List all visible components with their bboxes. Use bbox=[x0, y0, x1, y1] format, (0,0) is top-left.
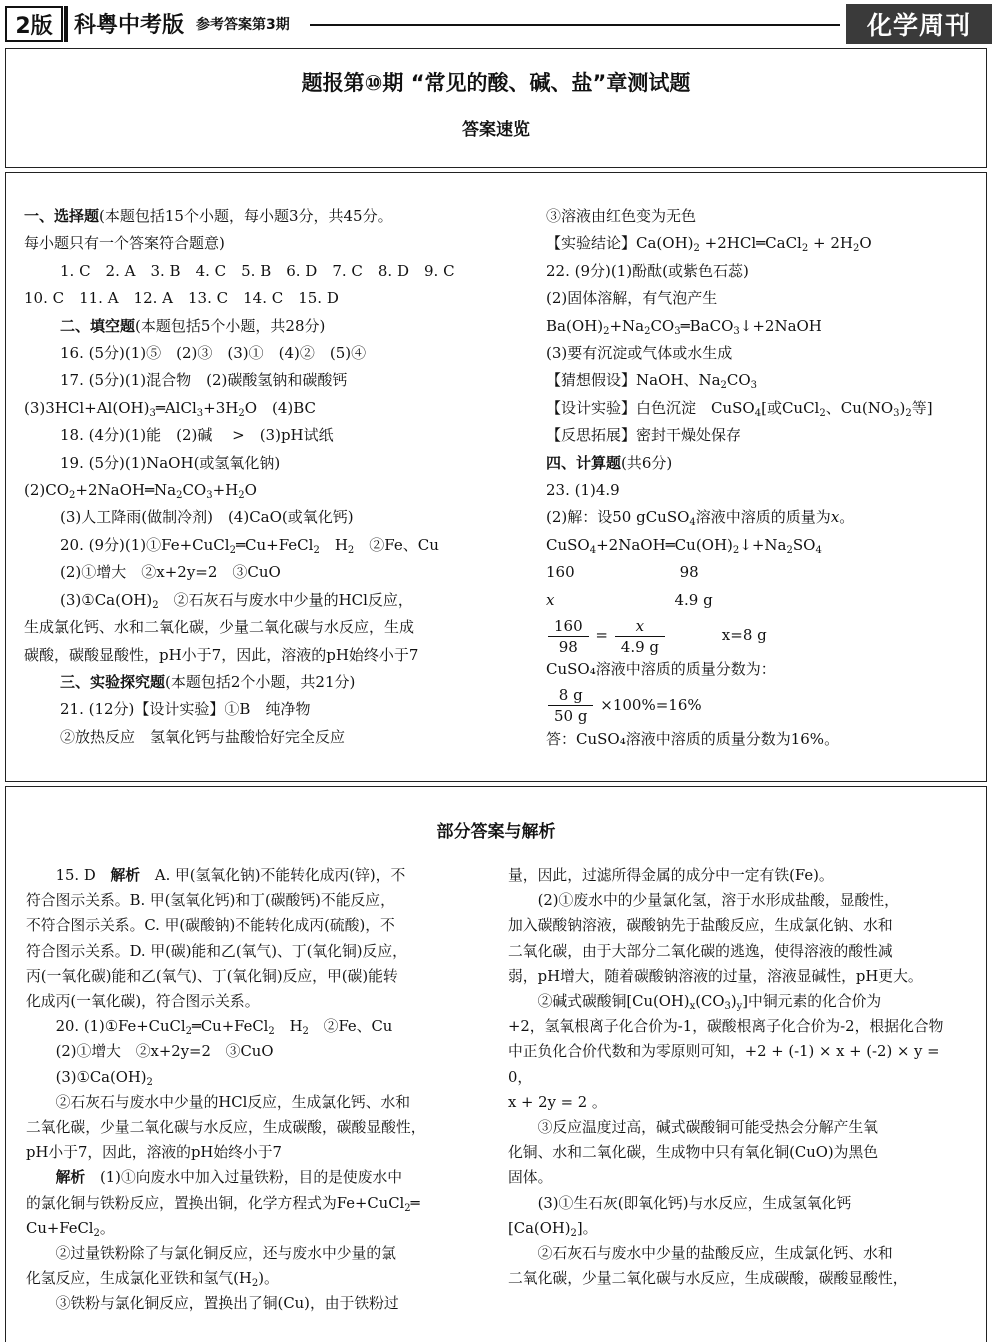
answer-line: $CuSO_4+2NaOH═Cu(OH)_2↓+Na_2SO_4$ bbox=[546, 535, 822, 556]
fraction-2-numerator: x bbox=[615, 616, 665, 637]
explanation-line: ②石灰石与废水中少量的HCl反应，生成氯化钙、水和 bbox=[55, 1093, 411, 1111]
explanation-line: ③铁粉与氯化铜反应，置换出了铜(Cu)，由于铁粉过 bbox=[55, 1295, 399, 1313]
explanation-line: 15. D 解析 A. 甲(氢氧化钠)不能转化成丙(锌)，不 bbox=[55, 867, 406, 884]
answer-line: 生成氯化钙、水和二氧化碳，少量二氧化碳与水反应，生成 bbox=[24, 618, 415, 637]
edition-label: 2版 bbox=[5, 6, 63, 42]
explanation-line: ③反应温度过高，碱式碳酸铜可能受热会分解产生氧 bbox=[537, 1119, 878, 1137]
answer-line: 【猜想假设】NaOH、$Na_2CO_3$ bbox=[546, 371, 758, 392]
answer-line: (3)人工降雨(做制冷剂) (4)CaO(或氧化钙) bbox=[60, 508, 354, 527]
answer-line: 20. (9分)(1)①Fe+CuCl$_2$═Cu+FeCl$_2$ $H_2$ ②Fe、Cu bbox=[60, 535, 439, 556]
explanation-line: x + 2y = 2 。 bbox=[508, 1093, 607, 1111]
explanation-line: 弱，pH增大，随着碳酸钠溶液的过量，溶液显碱性，pH更大。 bbox=[508, 967, 923, 985]
answer-line: $(3)①Ca(OH)_2$ ②石灰石与废水中少量的HCl反应， bbox=[60, 590, 413, 611]
answer-line: (2)固体溶解，有气泡产生 bbox=[546, 289, 718, 308]
answer-line: 【设计实验】白色沉淀 CuSO$_4$[或CuCl$_2$、$Cu(NO_3)_2$等] bbox=[546, 398, 933, 419]
explanation-line: (3)①生石灰(即氧化钙)与水反应，生成氢氧化钙 bbox=[537, 1194, 852, 1212]
answer-line: (2)①增大 ②x+2y=2 ③CuO bbox=[60, 563, 281, 582]
percent-result: ×100%=16% bbox=[600, 695, 702, 714]
fraction-1-numerator: 160 bbox=[548, 616, 589, 637]
fraction-3-denominator: 50 g bbox=[554, 707, 588, 725]
answers-right-column bbox=[546, 203, 976, 753]
explanation-line: 解析 (1)①向废水中加入过量铁粉，目的是使废水中 bbox=[55, 1169, 403, 1187]
explanation-line: ②石灰石与废水中少量的盐酸反应，生成氯化钙、水和 bbox=[537, 1245, 893, 1263]
section-heading: 三、实验探究题 bbox=[60, 672, 166, 691]
section-heading: 一、选择题 bbox=[24, 207, 100, 225]
answer-line: 16. (5分)(1)⑤ (2)③ (3)① (4)② (5)④ bbox=[60, 344, 367, 363]
answers-box bbox=[5, 172, 987, 782]
page-title: 题报第⑩期 “常见的酸、碱、盐”章测试题 bbox=[301, 71, 691, 95]
section-heading-note: (本题包括2个小题，共21分) bbox=[165, 672, 356, 691]
answer-line bbox=[24, 669, 504, 696]
answers-left-column bbox=[24, 203, 504, 751]
answer-line: 18. (4分)(1)能 (2)碱 > (3)pH试纸 bbox=[60, 426, 334, 445]
header-divider bbox=[64, 6, 68, 42]
final-answer: 答：CuSO₄溶液中溶质的质量分数为16%。 bbox=[546, 729, 840, 748]
explanation-line: 化氢反应，生成氯化亚铁和氢气$(H_2)$。 bbox=[26, 1270, 279, 1290]
explanation-line: 中正负化合价代数和为零原则可知，+2 + (-1) × x + (-2) × y = bbox=[508, 1043, 940, 1061]
explanation-line: 不符合图示关系。C. 甲(碳酸钠)不能转化成丙(硫酸)，不 bbox=[26, 917, 395, 935]
explanation-line: 二氧化碳，少量二氧化碳与水反应，生成碳酸，碳酸显酸性， bbox=[508, 1270, 908, 1288]
section-title-quick-answers: 答案速览 bbox=[462, 120, 530, 140]
explanation-line: (2)①增大 ②x+2y=2 ③CuO bbox=[55, 1043, 274, 1061]
explanation-line: 化成丙(一氧化碳)，符合图示关系。 bbox=[26, 993, 260, 1011]
explanation-line: ②碱式碳酸铜$[Cu(OH)_x(CO_3)_y]$中铜元素的化合价为 bbox=[537, 993, 882, 1013]
fraction-3 bbox=[548, 685, 593, 726]
answer-line: (3)要有沉淀或气体或水生成 bbox=[546, 344, 733, 363]
fraction-1 bbox=[548, 616, 589, 657]
mass-fraction-line: CuSO₄溶液中溶质的质量分数为： bbox=[546, 660, 776, 679]
answer-line: ②放热反应 氢氧化钙与盐酸恰好完全反应 bbox=[60, 727, 346, 746]
answer-line bbox=[24, 313, 504, 340]
explanation-line: Cu+FeCl$_2$。 bbox=[26, 1219, 115, 1239]
explanation-right-column bbox=[508, 863, 966, 1291]
explanation-line: 量，因此，过滤所得金属的成分中一定有铁(Fe)。 bbox=[508, 867, 834, 884]
answers-right-lines bbox=[546, 203, 976, 614]
answer-line: $(2)CO_2+2NaOH═Na_2CO_3+H_2O$ bbox=[24, 481, 257, 502]
answer-line: ③溶液由红色变为无色 bbox=[546, 207, 697, 225]
explanation-line: +2，氢氧根离子化合价为-1，碳酸根离子化合价为-2，根据化合物 bbox=[508, 1018, 944, 1036]
answer-line: 23. (1)4.9 bbox=[546, 481, 620, 500]
explanation-line: 20. (1)①Fe+CuCl$_2$═Cu+FeCl$_2$ $H_2$ ②Fe、Cu bbox=[55, 1018, 393, 1038]
brand-label: 化学周刊 bbox=[846, 4, 992, 44]
publication-name: 科粤中考版 bbox=[74, 13, 185, 38]
fraction-2 bbox=[615, 616, 665, 657]
explanation-line: 符合图示关系。D. 甲(碳)能和乙(氧气)、丁(氧化铜)反应， bbox=[26, 942, 407, 960]
answer-line: 19. (5分)(1)NaOH(或氢氧化钠) bbox=[60, 453, 281, 472]
section-heading: 二、填空题 bbox=[60, 316, 136, 335]
answer-line: 17. (5分)(1)混合物 (2)碳酸氢钠和碳酸钙 bbox=[60, 371, 348, 390]
answer-line: 22. (9分)(1)酚酞(或紫色石蕊) bbox=[546, 261, 749, 280]
issue-subtitle: 参考答案第3期 bbox=[196, 17, 290, 33]
page-header bbox=[0, 0, 1000, 46]
explanation-line: 二氧化碳，由于大部分二氧化碳的逃逸，使得溶液的酸性减 bbox=[508, 942, 893, 960]
proportion-equation bbox=[546, 614, 976, 656]
answer-line: 每小题只有一个答案符合题意) bbox=[24, 234, 225, 253]
explanation-box bbox=[5, 786, 987, 1342]
answer-line: 160 98 bbox=[546, 563, 699, 582]
answer-line: 【实验结论】$Ca(OH)_2$ +2HCl═CaCl$_2$ + $2H_2O$ bbox=[546, 234, 872, 255]
equals-sign: = bbox=[595, 626, 608, 645]
explanation-line: 化铜、水和二氧化碳，生成物中只有氧化铜(CuO)为黑色 bbox=[508, 1144, 879, 1162]
explanation-line: 符合图示关系。B. 甲(氢氧化钙)和丁(碳酸钙)不能反应， bbox=[26, 892, 395, 910]
explanation-line: 固体。 bbox=[508, 1169, 553, 1187]
fraction-1-denominator: 98 bbox=[558, 637, 578, 656]
answer-line: 1. C 2. A 3. B 4. C 5. B 6. D 7. C 8. D 9. C bbox=[60, 261, 455, 280]
explanation-line: (2)①废水中的少量氯化氢，溶于水形成盐酸，显酸性， bbox=[537, 892, 899, 910]
fraction-3-numerator: 8 g bbox=[548, 685, 593, 706]
explanation-line: $[Ca(OH)_2]$。 bbox=[508, 1219, 598, 1239]
answer-line: 【反思拓展】密封干燥处保存 bbox=[546, 426, 742, 445]
explanation-line: ②过量铁粉除了与氯化铜反应，还与废水中少量的氯 bbox=[55, 1245, 396, 1263]
answer-line: $(3)3HCl+Al(OH)_3═AlCl_3+3H_2O$ (4)BC bbox=[24, 398, 317, 419]
answer-line bbox=[24, 203, 504, 230]
explanation-line: 二氧化碳，少量二氧化碳与水反应，生成碳酸，碳酸显酸性， bbox=[26, 1119, 426, 1137]
section-title-explanations: 部分答案与解析 bbox=[436, 822, 556, 842]
answer-line: 10. C 11. A 12. A 13. C 14. C 15. D bbox=[24, 289, 339, 308]
percent-equation bbox=[546, 684, 976, 726]
answer-line: 21. (12分)【设计实验】①B 纯净物 bbox=[60, 700, 311, 719]
fraction-2-denominator: 4.9 g bbox=[620, 637, 660, 656]
section-heading: 四、计算题 bbox=[546, 453, 622, 472]
section-heading-note: (本题包括15个小题，每小题3分，共45分。 bbox=[99, 207, 393, 225]
solution-result: x=8 g bbox=[721, 626, 767, 645]
explanation-line: 丙(一氧化碳)能和乙(氧气)、丁(氧化铜)反应，甲(碳)能转 bbox=[26, 967, 398, 985]
answer-line: 碳酸，碳酸显酸性，pH小于7，因此，溶液的pH始终小于7 bbox=[24, 645, 419, 664]
explanation-line: $(3)①Ca(OH)_2$ bbox=[55, 1068, 153, 1088]
answer-line: $Ba(OH)_2+Na_2CO_3═BaCO_3↓+2NaOH$ bbox=[546, 316, 822, 337]
answer-line bbox=[546, 450, 976, 477]
header-rule bbox=[310, 24, 840, 26]
explanation-line: 加入碳酸钠溶液，碳酸钠先于盐酸反应，生成氯化钠、水和 bbox=[508, 917, 893, 935]
explanation-left-column bbox=[26, 863, 488, 1317]
title-box bbox=[5, 48, 987, 168]
explanation-line: 0， bbox=[508, 1068, 533, 1086]
section-heading-note: (共6分) bbox=[621, 453, 673, 472]
explanation-line: pH小于7，因此，溶液的pH始终小于7 bbox=[26, 1144, 282, 1162]
section-heading-note: (本题包括5个小题，共28分) bbox=[135, 316, 326, 335]
explanation-line: 的氯化铜与铁粉反应，置换出铜，化学方程式为Fe+CuCl$_2$═ bbox=[26, 1194, 420, 1214]
answer-line: (2)解：设50 gCuSO$_4$溶液中溶质的质量为x。 bbox=[546, 508, 855, 529]
answer-line: x 4.9 g bbox=[546, 590, 713, 609]
